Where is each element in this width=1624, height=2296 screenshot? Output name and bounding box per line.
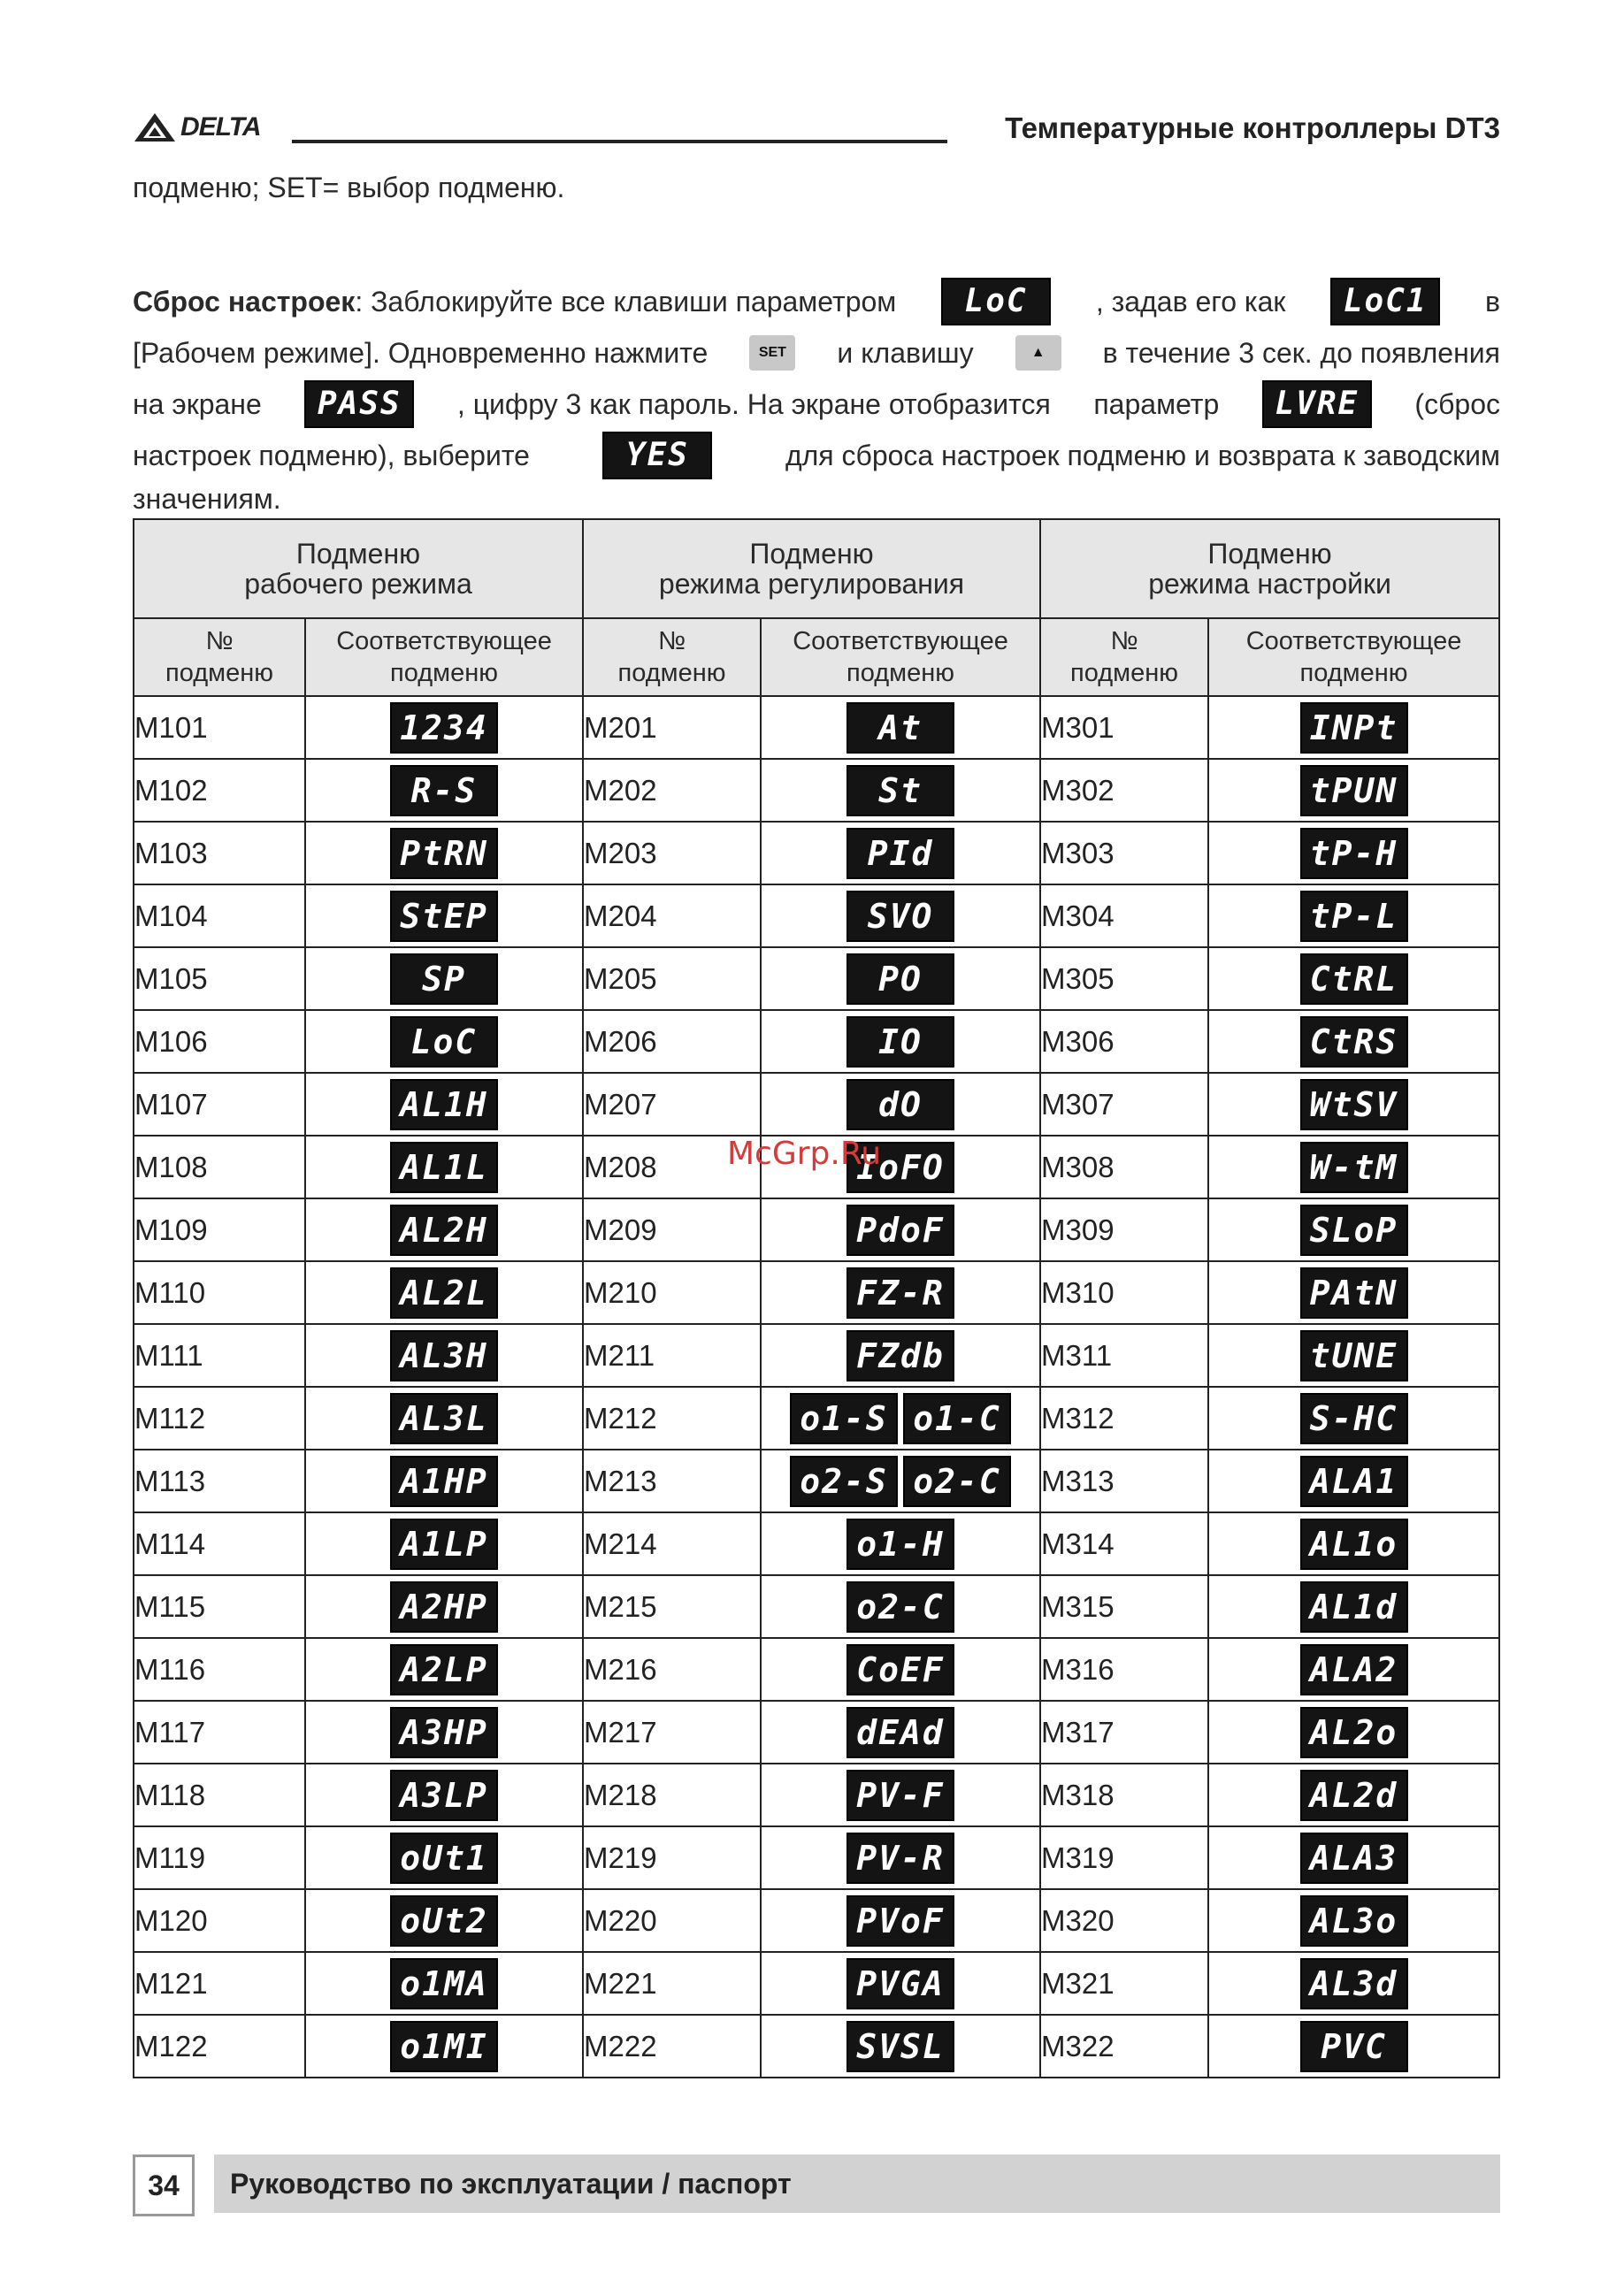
table-row	[134, 759, 1499, 822]
table-row	[134, 1889, 1499, 1952]
submenu-code: M114	[134, 1512, 305, 1575]
reset-text: значениям.	[133, 483, 281, 515]
reset-line-2	[133, 327, 1500, 379]
submenu-code: M212	[583, 1387, 761, 1450]
submenu-code: M221	[583, 1952, 761, 2015]
table-row	[134, 1387, 1499, 1450]
submenu-display	[1208, 1889, 1499, 1952]
lcd-display: PASS	[304, 380, 414, 428]
lcd-display: AL3H	[390, 1330, 498, 1381]
submenu-code: M320	[1040, 1889, 1208, 1952]
submenu-display	[305, 1324, 583, 1387]
submenu-display	[761, 1198, 1040, 1261]
submenu-display	[305, 822, 583, 884]
lcd-display: ALA1	[1300, 1456, 1408, 1507]
submenu-code: M202	[583, 759, 761, 822]
lcd-display: A1LP	[390, 1519, 498, 1570]
reset-text: в	[1484, 286, 1500, 318]
submenu-display	[1208, 2015, 1499, 2078]
submenu-code: M316	[1040, 1638, 1208, 1701]
reset-heading: Сброс настроек	[133, 286, 356, 318]
submenu-code: M319	[1040, 1826, 1208, 1889]
reset-line-1	[133, 276, 1500, 327]
table-row	[134, 1512, 1499, 1575]
col-header-sub: Соответствующее подменю	[1208, 618, 1499, 696]
lcd-display: 1234	[390, 702, 498, 754]
submenu-display	[761, 1952, 1040, 2015]
lcd-display: tP-L	[1300, 891, 1408, 942]
submenu-code: M209	[583, 1198, 761, 1261]
submenu-display	[761, 2015, 1040, 2078]
submenu-code: M303	[1040, 822, 1208, 884]
reset-text: настроек подменю), выберите	[133, 440, 530, 471]
submenu-code: M301	[1040, 696, 1208, 759]
lcd-display: CtRL	[1300, 953, 1408, 1005]
header-rule	[292, 140, 947, 143]
submenu-code: M310	[1040, 1261, 1208, 1324]
submenu-code: M117	[134, 1701, 305, 1764]
lcd-display: SVSL	[846, 2021, 954, 2072]
lcd-display: StEP	[390, 891, 498, 942]
submenu-display	[1208, 822, 1499, 884]
lcd-display: IoFO	[846, 1142, 954, 1193]
submenu-code: M109	[134, 1198, 305, 1261]
lcd-display: SVO	[846, 891, 954, 942]
lcd-display: A2HP	[390, 1581, 498, 1633]
lcd-display: o1-S	[790, 1393, 898, 1444]
submenu-code: M219	[583, 1826, 761, 1889]
submenu-code: M210	[583, 1261, 761, 1324]
submenu-display	[305, 1136, 583, 1198]
submenu-display	[761, 1889, 1040, 1952]
submenu-display	[305, 1952, 583, 2015]
table-row	[134, 1198, 1499, 1261]
submenu-code: M204	[583, 884, 761, 947]
submenu-code: M215	[583, 1575, 761, 1638]
lcd-display: PdoF	[846, 1205, 954, 1256]
lcd-display: SLoP	[1300, 1205, 1408, 1256]
submenu-display	[1208, 1638, 1499, 1701]
lcd-display: tUNE	[1300, 1330, 1408, 1381]
group-header: Подменю режима регулирования	[583, 519, 1040, 618]
submenu-code: M307	[1040, 1073, 1208, 1136]
lcd-display: AL1o	[1300, 1519, 1408, 1570]
table-row	[134, 1638, 1499, 1701]
submenu-code: M222	[583, 2015, 761, 2078]
submenu-code: M110	[134, 1261, 305, 1324]
table-row	[134, 1450, 1499, 1512]
submenu-display	[305, 1073, 583, 1136]
lcd-display: AL1H	[390, 1079, 498, 1130]
reset-text: для сброса настроек подменю и возврата к заводским	[785, 440, 1500, 471]
reset-line-5	[133, 481, 1500, 517]
table-body	[134, 696, 1499, 2078]
delta-triangle-icon	[133, 111, 177, 143]
page-footer	[133, 2154, 1500, 2216]
submenu-display	[761, 947, 1040, 1010]
lcd-display: dO	[846, 1079, 954, 1130]
submenu-display	[761, 759, 1040, 822]
table-row	[134, 1261, 1499, 1324]
submenu-display	[761, 1261, 1040, 1324]
lcd-display: A1HP	[390, 1456, 498, 1507]
reset-line-3	[133, 379, 1500, 430]
submenu-code: M101	[134, 696, 305, 759]
lcd-display: tPUN	[1300, 765, 1408, 816]
lcd-display: oUt1	[390, 1833, 498, 1884]
header-title: Температурные контроллеры DT3	[1005, 111, 1500, 144]
lcd-display: CoEF	[846, 1644, 954, 1695]
reset-paragraph	[133, 276, 1500, 517]
lcd-display: LoC	[390, 1016, 498, 1068]
col-header-no: № подменю	[134, 618, 305, 696]
lcd-display: AL3d	[1300, 1958, 1408, 2009]
submenu-code: M312	[1040, 1387, 1208, 1450]
reset-text: , задав его как	[1095, 286, 1286, 318]
submenu-display	[305, 759, 583, 822]
table-row	[134, 1324, 1499, 1387]
lcd-display: R-S	[390, 765, 498, 816]
lcd-display: AL3o	[1300, 1895, 1408, 1947]
submenu-code: M115	[134, 1575, 305, 1638]
column-header-row	[134, 618, 1499, 696]
table-row	[134, 947, 1499, 1010]
lcd-display: PO	[846, 953, 954, 1005]
lcd-display: AL2d	[1300, 1770, 1408, 1821]
footer-title: Руководство по эксплуатации / паспорт	[214, 2154, 1500, 2213]
submenu-display	[305, 1198, 583, 1261]
lcd-display: A3LP	[390, 1770, 498, 1821]
table-row	[134, 1764, 1499, 1826]
page-number: 34	[133, 2154, 195, 2216]
submenu-display	[305, 1764, 583, 1826]
submenu-display	[1208, 1512, 1499, 1575]
submenu-code: M119	[134, 1826, 305, 1889]
lcd-display: A3HP	[390, 1707, 498, 1758]
submenu-code: M306	[1040, 1010, 1208, 1073]
submenu-code: M107	[134, 1073, 305, 1136]
lcd-display: dEAd	[846, 1707, 954, 1758]
submenu-code: M211	[583, 1324, 761, 1387]
submenu-table	[133, 518, 1500, 2078]
submenu-code: M311	[1040, 1324, 1208, 1387]
submenu-display	[761, 1575, 1040, 1638]
submenu-display	[305, 696, 583, 759]
submenu-display	[1208, 1952, 1499, 2015]
submenu-display	[1208, 1826, 1499, 1889]
submenu-display	[1208, 1450, 1499, 1512]
table-row	[134, 822, 1499, 884]
lcd-display: IO	[846, 1016, 954, 1068]
table-row	[134, 1010, 1499, 1073]
submenu-display	[305, 1261, 583, 1324]
submenu-code: M218	[583, 1764, 761, 1826]
submenu-display	[761, 1073, 1040, 1136]
submenu-code: M106	[134, 1010, 305, 1073]
lcd-display: o1MA	[390, 1958, 498, 2009]
lcd-display: o1-H	[846, 1519, 954, 1570]
lcd-display: SP	[390, 953, 498, 1005]
lcd-display: PV-R	[846, 1833, 954, 1884]
submenu-display	[1208, 696, 1499, 759]
group-header: Подменю режима настройки	[1040, 519, 1499, 618]
submenu-display	[761, 1387, 1040, 1450]
submenu-display	[305, 1010, 583, 1073]
submenu-code: M314	[1040, 1512, 1208, 1575]
lcd-display: tP-H	[1300, 828, 1408, 879]
submenu-display	[1208, 1073, 1499, 1136]
submenu-display	[1208, 1010, 1499, 1073]
group-header-row	[134, 519, 1499, 618]
lcd-display: A2LP	[390, 1644, 498, 1695]
submenu-code: M304	[1040, 884, 1208, 947]
lcd-display: PId	[846, 828, 954, 879]
lcd-display: PtRN	[390, 828, 498, 879]
submenu-display	[1208, 1764, 1499, 1826]
submenu-display	[1208, 759, 1499, 822]
submenu-display	[1208, 884, 1499, 947]
submenu-display	[761, 1450, 1040, 1512]
lcd-display: LoC	[941, 278, 1051, 325]
logo-text: DELTA	[180, 112, 261, 142]
submenu-code: M214	[583, 1512, 761, 1575]
lcd-display: PVC	[1300, 2021, 1408, 2072]
submenu-code: M220	[583, 1889, 761, 1952]
submenu-display	[761, 1638, 1040, 1701]
reset-text: на экране	[133, 388, 262, 420]
submenu-code: M113	[134, 1450, 305, 1512]
submenu-code: M216	[583, 1638, 761, 1701]
col-header-no: № подменю	[1040, 618, 1208, 696]
lcd-display: ALA2	[1300, 1644, 1408, 1695]
submenu-display	[1208, 1387, 1499, 1450]
submenu-display	[761, 696, 1040, 759]
set-key-icon: SET	[749, 335, 795, 371]
intro-text: подменю; SET= выбор подменю.	[133, 172, 565, 203]
reset-text: [Рабочем режиме]. Одновременно нажмите	[133, 337, 709, 369]
submenu-display	[761, 1512, 1040, 1575]
submenu-display	[305, 1638, 583, 1701]
lcd-display: o2-S	[790, 1456, 898, 1507]
col-header-no: № подменю	[583, 618, 761, 696]
lcd-display: o2-C	[903, 1456, 1011, 1507]
submenu-code: M317	[1040, 1701, 1208, 1764]
submenu-display	[761, 1701, 1040, 1764]
submenu-display	[1208, 1324, 1499, 1387]
lcd-display: o1-C	[903, 1393, 1011, 1444]
submenu-display	[305, 2015, 583, 2078]
lcd-display: INPt	[1300, 702, 1408, 754]
submenu-code: M104	[134, 884, 305, 947]
lcd-display: YES	[602, 432, 712, 479]
lcd-display: CtRS	[1300, 1016, 1408, 1068]
submenu-code: M116	[134, 1638, 305, 1701]
lcd-display: At	[846, 702, 954, 754]
submenu-code: M105	[134, 947, 305, 1010]
submenu-display	[305, 1450, 583, 1512]
submenu-display	[1208, 1575, 1499, 1638]
submenu-code: M118	[134, 1764, 305, 1826]
submenu-display	[761, 1764, 1040, 1826]
submenu-display	[305, 1387, 583, 1450]
submenu-display	[305, 947, 583, 1010]
submenu-display	[761, 884, 1040, 947]
lcd-display: AL1L	[390, 1142, 498, 1193]
submenu-code: M315	[1040, 1575, 1208, 1638]
submenu-code: M111	[134, 1324, 305, 1387]
reset-text: в течение 3 сек. до появления	[1102, 337, 1500, 369]
reset-text: параметр	[1093, 388, 1220, 420]
lcd-display: PVoF	[846, 1895, 954, 1947]
lcd-display: ALA3	[1300, 1833, 1408, 1884]
up-key-icon: ▲	[1015, 335, 1061, 371]
submenu-display	[305, 1701, 583, 1764]
lcd-display: LoC1	[1330, 278, 1440, 325]
lcd-display: AL2H	[390, 1205, 498, 1256]
table-row	[134, 1575, 1499, 1638]
lcd-display: PAtN	[1300, 1267, 1408, 1319]
lcd-display: AL3L	[390, 1393, 498, 1444]
table-row	[134, 1826, 1499, 1889]
lcd-display: FZdb	[846, 1330, 954, 1381]
submenu-display	[305, 1575, 583, 1638]
page-header	[133, 104, 1500, 157]
lcd-display: o1MI	[390, 2021, 498, 2072]
submenu-display	[761, 822, 1040, 884]
submenu-display	[761, 1826, 1040, 1889]
reset-text: : Заблокируйте все клавиши параметром	[355, 286, 897, 318]
delta-logo	[133, 111, 261, 143]
lcd-display: WtSV	[1300, 1079, 1408, 1130]
submenu-display	[1208, 1701, 1499, 1764]
submenu-display	[1208, 947, 1499, 1010]
lcd-display: AL1d	[1300, 1581, 1408, 1633]
submenu-code: M302	[1040, 759, 1208, 822]
submenu-code: M108	[134, 1136, 305, 1198]
table-row	[134, 696, 1499, 759]
lcd-display: FZ-R	[846, 1267, 954, 1319]
submenu-display	[761, 1010, 1040, 1073]
reset-line-4	[133, 430, 1500, 481]
submenu-code: M201	[583, 696, 761, 759]
lcd-display: PV-F	[846, 1770, 954, 1821]
group-header: Подменю рабочего режима	[134, 519, 583, 618]
submenu-code: M120	[134, 1889, 305, 1952]
submenu-code: M322	[1040, 2015, 1208, 2078]
watermark: McGrp.Ru	[727, 1136, 882, 1172]
submenu-code: M203	[583, 822, 761, 884]
table-row	[134, 1701, 1499, 1764]
submenu-code: M206	[583, 1010, 761, 1073]
lcd-display: W-tM	[1300, 1142, 1408, 1193]
submenu-code: M205	[583, 947, 761, 1010]
submenu-code: M217	[583, 1701, 761, 1764]
submenu-display	[1208, 1261, 1499, 1324]
submenu-code: M121	[134, 1952, 305, 2015]
reset-text: , цифру 3 как пароль. На экране отобразится	[456, 388, 1051, 420]
submenu-display	[761, 1324, 1040, 1387]
submenu-code: M309	[1040, 1198, 1208, 1261]
lcd-display: oUt2	[390, 1895, 498, 1947]
submenu-display	[305, 1826, 583, 1889]
lcd-display: o2-C	[846, 1581, 954, 1633]
submenu-display	[1208, 1198, 1499, 1261]
lcd-display: AL2L	[390, 1267, 498, 1319]
submenu-code: M207	[583, 1073, 761, 1136]
submenu-display	[305, 884, 583, 947]
lcd-display: AL2o	[1300, 1707, 1408, 1758]
submenu-code: M318	[1040, 1764, 1208, 1826]
submenu-code: M213	[583, 1450, 761, 1512]
table-row	[134, 1073, 1499, 1136]
reset-text: и клавишу	[837, 337, 974, 369]
submenu-display	[305, 1889, 583, 1952]
submenu-code: M308	[1040, 1136, 1208, 1198]
submenu-code: M313	[1040, 1450, 1208, 1512]
lcd-display: PVGA	[846, 1958, 954, 2009]
lcd-display: LVRE	[1262, 380, 1372, 428]
submenu-display	[305, 1512, 583, 1575]
submenu-display	[1208, 1136, 1499, 1198]
submenu-code: M208	[583, 1136, 761, 1198]
table-row	[134, 1952, 1499, 2015]
submenu-code: M305	[1040, 947, 1208, 1010]
submenu-code: M321	[1040, 1952, 1208, 2015]
table-row	[134, 884, 1499, 947]
reset-text: (сброс	[1414, 388, 1500, 420]
submenu-code: M102	[134, 759, 305, 822]
lcd-display: St	[846, 765, 954, 816]
col-header-sub: Соответствующее подменю	[761, 618, 1040, 696]
submenu-code: M103	[134, 822, 305, 884]
table-row	[134, 2015, 1499, 2078]
col-header-sub: Соответствующее подменю	[305, 618, 583, 696]
submenu-code: M112	[134, 1387, 305, 1450]
lcd-display: S-HC	[1300, 1393, 1408, 1444]
submenu-code: M122	[134, 2015, 305, 2078]
